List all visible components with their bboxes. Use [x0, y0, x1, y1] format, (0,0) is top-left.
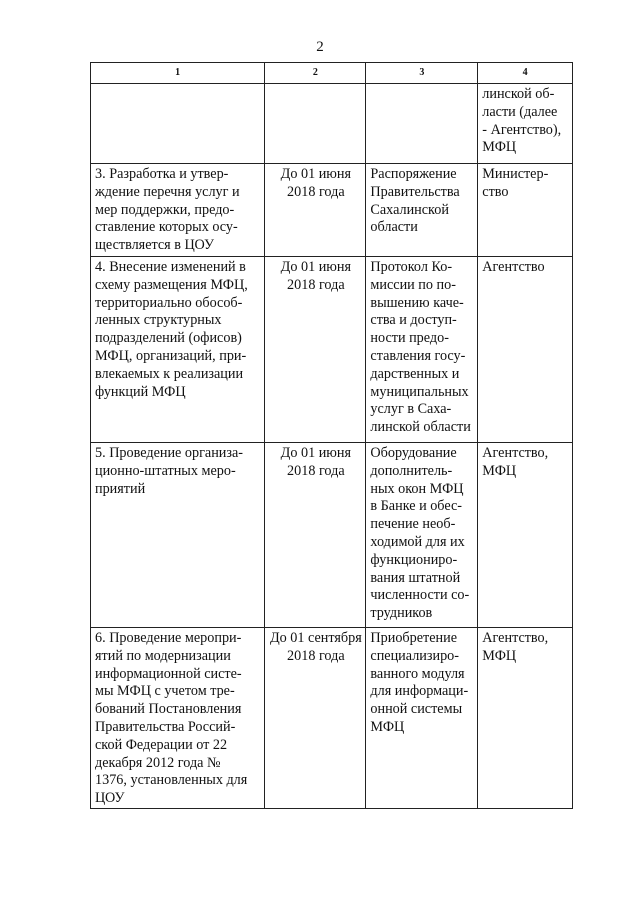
responsible-cell: линской об- ласти (далее - Агентство), МФЦ [478, 84, 573, 164]
responsible-cell: Агентство, МФЦ [478, 443, 573, 628]
result-cell [366, 84, 478, 164]
table-row [91, 628, 573, 809]
result-cell: Протокол Ко- миссии по по- вышению каче- ства и доступ- ности предо- ставления госу- дарственных и муниципальных услуг в Саха- линской области [366, 257, 478, 443]
term-cell: До 01 июня 2018 года [265, 164, 366, 257]
page-number: 2 [316, 39, 324, 55]
table-row [91, 84, 573, 164]
responsible-cell: Агентство [478, 257, 573, 443]
column-header-4: 4 [478, 63, 573, 84]
column-header-3: 3 [366, 63, 478, 84]
column-header-2: 2 [265, 63, 366, 84]
result-cell: Оборудование дополнитель- ных окон МФЦ в Банке и обес- печение необ- ходимой для их функциониро- вания штатной численности со- трудников [366, 443, 478, 628]
responsible-cell: Министер- ство [478, 164, 573, 257]
task-cell: 5. Проведение организа- ционно-штатных меро- приятий [91, 443, 265, 628]
table-row [91, 257, 573, 443]
term-cell: До 01 июня 2018 года [265, 443, 366, 628]
task-cell [91, 84, 265, 164]
result-cell: Распоряжение Правительства Сахалинской области [366, 164, 478, 257]
term-cell: До 01 сентября 2018 года [265, 628, 366, 809]
task-cell: 6. Проведение меропри- ятий по модернизации информационной систе- мы МФЦ с учетом тре- бований Постановления Правительства Россий- ской Федерации от 22 декабря 2012 года № 1376, установленных для ЦОУ [91, 628, 265, 809]
task-cell: 4. Внесение изменений в схему размещения МФЦ, территориально обособ- ленных структурных подразделений (офисов) МФЦ, организаций, при- влекаемых к реализации функций МФЦ [91, 257, 265, 443]
table-row [91, 164, 573, 257]
task-cell: 3. Разработка и утвер- ждение перечня услуг и мер поддержки, предо- ставление которых осу- ществляется в ЦОУ [91, 164, 265, 257]
responsible-cell: Агентство, МФЦ [478, 628, 573, 809]
action-plan-table [90, 62, 573, 809]
result-cell: Приобретение специализиро- ванного модуля для информаци- онной системы МФЦ [366, 628, 478, 809]
column-header-1: 1 [91, 63, 265, 84]
term-cell [265, 84, 366, 164]
table-header-row [91, 63, 573, 84]
table-row [91, 443, 573, 628]
term-cell: До 01 июня 2018 года [265, 257, 366, 443]
